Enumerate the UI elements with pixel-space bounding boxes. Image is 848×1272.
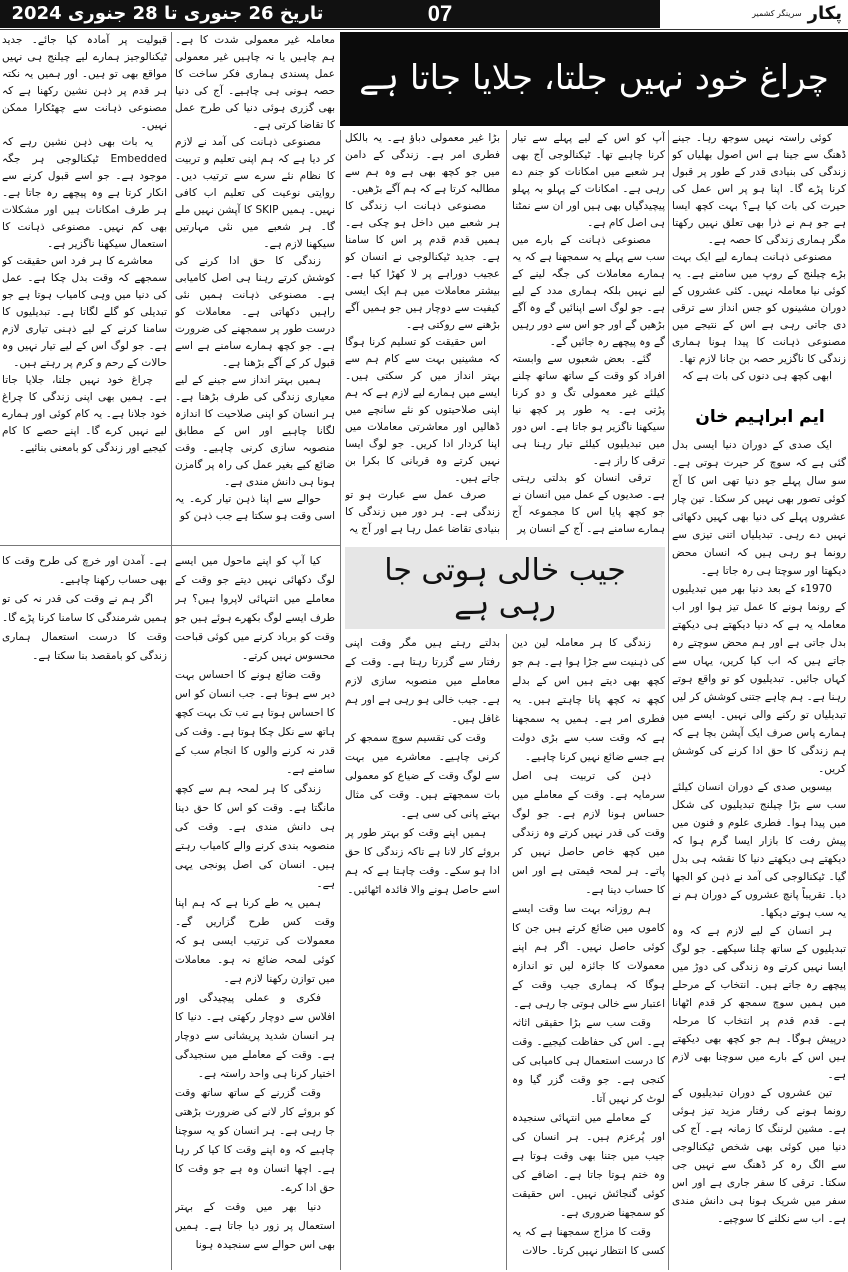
paragraph: زندگی کا ہر لمحہ ہم سے کچھ مانگتا ہے۔ وقت کو اس کا حق دینا ہی دانش مندی ہے۔ وقت کی منصوبہ بندی کرنے والے کامیاب رہتے ہیں۔ انسان کی اصل پونجی یہی ہے۔ xyxy=(175,783,335,890)
article4-column-1 xyxy=(175,552,335,1268)
paragraph: ہر انسان کے لیے لازم ہے کہ وہ تبدیلیوں کے ساتھ چلنا سیکھے۔ جو لوگ ایسا نہیں کرتے وہ زندگی کی دوڑ میں پیچھے رہ جاتے ہیں۔ انتخاب کے مرحلے میں ہمیں سوچ سمجھ کر قدم اٹھانا ہے۔ قدم قدم پر انتخاب کا مرحلہ درپیش ہوگا۔ ہم جو کچھ بھی دیکھتے ہیں اس کے بارے میں سوچنا بھی لازم ہے۔ xyxy=(672,925,846,1081)
article1-column-4 xyxy=(175,32,335,538)
article1-column-2 xyxy=(512,130,665,540)
paragraph: کے معاملے میں انتہائی سنجیدہ اور پُرعزم ہیں۔ ہر انسان کی جیب میں جتنا بھی وقت ہوتا ہے وہ ختم ہوتا جاتا ہے۔ اضافے کی کوئی گنجائش نہیں۔ اس حقیقت کو سمجھنا ضروری ہے۔ xyxy=(512,1112,665,1219)
article1-column-3 xyxy=(345,130,500,540)
paragraph: اس حقیقت کو تسلیم کرنا ہوگا کہ مشینیں بہت سے کام ہم سے بہتر انداز میں کر سکتی ہیں۔ ایسے میں ہمارے لیے لازم ہے کہ ہم اپنی صلاحیتوں کو نئے سانچے میں ڈھالیں اور معاشرتی معاملات میں اپنا کردار ادا کریں۔ جو لوگ ایسا نہیں کرتے وہ قربانی کا بکرا بن جاتے ہیں۔ xyxy=(345,336,500,484)
article1-column-1 xyxy=(672,130,846,392)
article2-column xyxy=(672,436,846,1268)
article-divider xyxy=(0,545,340,546)
paragraph-continuation: بڑا غیر معمولی دباؤ ہے۔ یہ بالکل فطری امر ہے۔ زندگی کے دامن میں جو کچھ بھی ہے وہ ہم سے مطالبہ کرتا ہے کہ ہم آگے بڑھیں۔ xyxy=(345,132,500,195)
column-divider xyxy=(506,634,507,1270)
paragraph: تین عشروں کے دوران تبدیلیوں کے رونما ہونے کی رفتار مزید تیز ہوئی ہے۔ مشین لرننگ کا زمانہ ہے۔ آج کی دنیا میں کوئی بھی شخص ٹیکنالوجی سے الگ رہ کر ڈھنگ سے نہیں جی سکتا۔ ترقی کا سفر جاری ہے اور اس سفر میں شریک ہونا ہی دانش مندی ہے۔ اب سے نکلنے کا سوچیے۔ xyxy=(672,1087,846,1225)
headline-article-1 xyxy=(340,32,848,126)
headline-article-3-text: جیب خالی ہوتی جا رہی ہے xyxy=(384,552,626,622)
page-number: 07 xyxy=(427,1,453,26)
column-divider xyxy=(506,130,507,540)
column-divider xyxy=(668,130,669,1270)
paragraph: دنیا بھر میں وقت کے بہتر استعمال پر زور دیا جاتا ہے۔ ہمیں بھی اس حوالے سے سنجیدہ ہونا xyxy=(175,1201,335,1251)
paragraph: ابھی کچھ ہی دنوں کی بات ہے کہ xyxy=(681,370,832,382)
headline-article-1-text: چراغ خود نہیں جلتا، جلایا جاتا ہے xyxy=(359,58,829,99)
paragraph: مصنوعی ذہانت اب زندگی کا ہر شعبے میں داخل ہو چکی ہے۔ ہمیں قدم قدم پر اس کا سامنا ہے۔ جدید ٹیکنالوجی نے انسان کو عجیب دوراہے پر لا کھڑا کیا ہے۔ بیشتر معاملات میں ہم ایک ایسی کیفیت سے دوچار ہیں جو ہمیں آگے بڑھنے سے روکتی ہے۔ xyxy=(345,200,500,331)
masthead xyxy=(0,0,848,28)
article3-column-2 xyxy=(345,634,500,1268)
article4-column-2 xyxy=(2,552,167,1268)
paragraph: فکری و عملی پیچیدگی اور افلاس سے دوچار رکھتی ہے۔ دنیا کا ہر انسان شدید پریشانی سے دوچار ہے۔ وقت کے معاملے میں سنجیدگی اختیار کرنا ہی واحد راستہ ہے۔ xyxy=(175,992,335,1080)
paragraph: وقت گزرنے کے ساتھ ساتھ وقت کو بروئے کار لانے کی ضرورت بڑھتی جا رہی ہے۔ ہر انسان کو یہ سوچنا چاہیے کہ وہ اپنے وقت کا کیا کر رہا ہے۔ اچھا انسان وہ ہے جو وقت کا حق ادا کرے۔ xyxy=(175,1087,335,1194)
paragraph: صرف عمل سے عبارت ہو تو زندگی ہے۔ ہر دور میں زندگی کا بنیادی تقاضا عمل رہا ہے اور آج یہ xyxy=(345,489,500,535)
column-divider xyxy=(171,32,172,1270)
logo-text: پکار xyxy=(807,3,842,24)
paragraph-continuation: بدلتے رہتے ہیں مگر وقت اپنی رفتار سے گزرتا رہتا ہے۔ وقت کے معاملے میں منصوبہ سازی لازم ہے۔ جیب خالی ہو رہی ہے اور ہم غافل ہیں۔ xyxy=(345,637,500,725)
paragraph: وقت کی تقسیم سوچ سمجھ کر کرنی چاہیے۔ معاشرے میں بہت سے لوگ وقت کے ضیاع کو معمولی بات سمجھتے ہیں۔ وقت کی مثال بہتے پانی کی سی ہے۔ xyxy=(345,732,500,820)
paragraph: مصنوعی ذہانت ہمارے لیے ایک بہت بڑے چیلنج کے روپ میں سامنے ہے۔ یہ کوئی نیا معاملہ نہیں۔ کئی عشروں کے دوران مشینوں کو جس انداز سے ترقی دی جاتی رہی ہے اس کے نتیجے میں مصنوعی ذہانت کا پیدا ہونا ہماری زندگی کا ناگزیر حصہ بن جانا لازم تھا۔ xyxy=(672,251,846,365)
paragraph: ایک صدی کے دوران دنیا ایسی بدل گئی ہے کہ سوچ کر حیرت ہوتی ہے۔ سو سال پہلے جو دنیا تھی اس کا آج کوئی تصور بھی نہیں کر سکتا۔ تین چار عشروں پہلے کی دنیا بھی کہیں دکھائی نہیں دے رہی۔ تبدیلیاں اتنی تیزی سے رونما ہو رہی ہیں کہ انسان محض دیکھتا اور سوچتا ہی رہ جاتا ہے۔ xyxy=(672,439,846,577)
issue-date: تاریخ 26 جنوری تا 28 جنوری 2024 xyxy=(0,0,335,28)
author-byline: ایم ابراہیم خان xyxy=(695,407,825,427)
article1-column-5 xyxy=(2,32,167,538)
paragraph-continuation: آپ کو اس کے لیے پہلے سے تیار کرنا چاہیے تھا۔ ٹیکنالوجی آج بھی ہر شعبے میں امکانات کو جنم دے رہی ہے۔ امکانات کے پہلو بہ پہلو پیچیدگیاں بھی ہیں اور ان سے نمٹنا ہی اصل کام ہے۔ xyxy=(512,132,665,229)
paragraph: گئے۔ بعض شعبوں سے وابستہ افراد کو وقت کے ساتھ ساتھ چلنے کیلئے غیر معمولی تگ و دو کرنا پڑتی ہے۔ یہ طور پر کچھ نیا سیکھنا ناگزیر ہو جاتا ہے۔ اس دور میں تبدیلیوں کیلئے تیار رہنا ہی ترقی کا راز ہے۔ xyxy=(512,353,665,467)
paragraph: وقت کا مزاج سمجھنا ہے کہ یہ کسی کا انتظار نہیں کرتا۔ حالات xyxy=(512,1226,665,1257)
paragraph: زندگی کا ہر معاملہ لین دین کی ذہنیت سے جڑا ہوا ہے۔ ہم جو کچھ بھی دیتے ہیں اس کے بدلے کچھ نہ کچھ پانا چاہتے ہیں۔ یہ فطری امر ہے۔ ہمیں یہ سمجھنا ہے کہ وقت سب سے بڑی دولت ہے جسے ضائع نہیں کرنا چاہیے۔ xyxy=(512,637,665,763)
paragraph: ہمیں اپنے وقت کو بہتر طور پر بروئے کار لانا ہے تاکہ زندگی کا حق ادا ہو سکے۔ وقت چاہتا ہے کہ ہم اسے حاصل ہونے والا فائدہ اٹھائیں۔ xyxy=(345,827,500,896)
paragraph-continuation: معاملہ غیر معمولی شدت کا ہے۔ ہم چاہیں یا نہ چاہیں غیر معمولی عمل پسندی ہماری فکر ساخت کا حصہ ہونی ہی چاہیے۔ آج کی دنیا بھی گزری ہوئی دنیا کی طرح عمل کا تقاضا کرتی ہے۔ xyxy=(175,34,335,131)
paragraph: اگر ہم نے وقت کی قدر نہ کی تو ہمیں شرمندگی کا سامنا کرنا پڑے گا۔ وقت کا درست استعمال ہماری زندگی کو بامقصد بنا سکتا ہے۔ xyxy=(2,593,167,662)
paragraph: معاشرے کا ہر فرد اس حقیقت کو سمجھے کہ وقت بدل چکا ہے۔ عمل کی دنیا میں وہی کامیاب ہوتا ہے جو تبدیلی کو گلے لگاتا ہے۔ تبدیلیوں کا سامنا کرنے کے لیے ذہنی تیاری لازم ہے۔ جو لوگ اس کے لیے تیار نہیں وہ حالات کے رحم و کرم پر رہتے ہیں۔ xyxy=(2,255,167,369)
headline-article-3 xyxy=(345,547,665,629)
paragraph: بیسویں صدی کے دوران انسان کیلئے سب سے بڑا چیلنج تبدیلیوں کی شکل میں پیدا ہوا۔ فطری علوم و فنون میں پیش رفت کا بازار ایسا گرم ہوا کہ دیکھتے ہی دیکھتے دنیا کا نقشہ ہی بدل گیا۔ ٹیکنالوجی کی آمد نے ذہن کو الجھا دیا۔ تقریباً پانچ عشروں کے دوران ہم نے یہ سب ہوتے دیکھا۔ xyxy=(672,781,846,919)
paragraph: کیا آپ کو اپنے ماحول میں ایسے لوگ دکھائی نہیں دیتے جو وقت کے معاملے میں انتہائی لاپروا ہیں؟ ہر طرف ایسے لوگ بکھرے ہوئے ہیں جو وقت کو برباد کرنے میں کوئی قباحت محسوس نہیں کرتے۔ xyxy=(175,555,335,662)
paragraph: یہ بات بھی ذہن نشین رہے کہ Embedded ٹیکنالوجی ہر جگہ موجود ہے۔ جو اسے قبول کرنے سے انکار کرتا ہے وہ پیچھے رہ جاتا ہے۔ ہر طرف امکانات ہیں اور مشکلات بھی کم نہیں۔ مصنوعی ذہانت کا استعمال سیکھنا ناگزیر ہے۔ xyxy=(2,136,167,250)
paragraph: ہمیں بہتر انداز سے جینے کے لیے معیاری زندگی کی طرف بڑھنا ہے۔ ہر انسان کو اپنی صلاحیت کا اندازہ لگانا چاہیے اور اس کے مطابق منصوبہ سازی کرنی چاہیے۔ وقت ضائع کیے بغیر عمل کی راہ پر گامزن ہونا ہی دانش مندی ہے۔ xyxy=(175,374,335,488)
paragraph: مصنوعی ذہانت کی آمد نے لازم کر دیا ہے کہ ہم اپنی تعلیم و تربیت کا نظام نئے سرے سے ترتیب دیں۔ روایتی نوعیت کی تعلیم اب کافی نہیں۔ ہمیں SKIP کا آپشن نہیں ملے گا۔ ہر شعبے میں نئی مہارتیں سیکھنا لازم ہے۔ xyxy=(175,136,335,250)
paragraph: ہم روزانہ بہت سا وقت ایسے کاموں میں ضائع کرتے ہیں جن کا کوئی حاصل نہیں۔ اگر ہم اپنے معمولات کا جائزہ لیں تو اندازہ ہوگا کہ ہماری جیب وقت کے اعتبار سے خالی ہوتی جا رہی ہے۔ xyxy=(512,903,665,1010)
paragraph: ذہن کی تربیت ہی اصل سرمایہ ہے۔ وقت کے معاملے میں حساس ہونا لازم ہے۔ جو لوگ وقت کی قدر نہیں کرتے وہ زندگی میں کچھ خاص حاصل نہیں کر پاتے۔ ہر لمحہ قیمتی ہے اور اس کا حساب دینا ہے۔ xyxy=(512,770,665,896)
paragraph: وقت سب سے بڑا حقیقی اثاثہ ہے۔ اس کی حفاظت کیجیے۔ وقت کا درست استعمال ہی کامیابی کی کنجی ہے۔ جو وقت گزر گیا وہ لوٹ کر نہیں آتا۔ xyxy=(512,1017,665,1105)
paragraph: ہمیں یہ طے کرنا ہے کہ ہم اپنا وقت کس طرح گزاریں گے۔ معمولات کی ترتیب ایسی ہو کہ کوئی لمحہ ضائع نہ ہو۔ معاملات میں توازن رکھنا لازم ہے۔ xyxy=(175,897,335,985)
paragraph: وقت ضائع ہونے کا احساس بہت دیر سے ہوتا ہے۔ جب انسان کو اس کا احساس ہوتا ہے تب تک بہت کچھ ہاتھ سے نکل چکا ہوتا ہے۔ وقت کی قدر نہ کرنے والوں کا انجام سب کے سامنے ہے۔ xyxy=(175,669,335,776)
paragraph: کوئی راستہ نہیں سوجھ رہا۔ جینے ڈھنگ سے جینا ہے اس اصول بھلیاں کو زندگی کی بنیادی قدر کے طور پر قبول کرنا پڑے گا۔ اپنا ہو پر اس عمل کی حیرت کی بات کیا ہے؟ بہت کچھ ایسا ہے جو ہم نے ذرا بھی تعلق نہیں رکھتا مگر ہماری زندگی کا حصہ ہے۔ xyxy=(672,132,846,246)
paragraph: حوالے سے اپنا ذہن تیار کرے۔ یہ اسی وقت ہو سکتا ہے جب ذہن کو xyxy=(175,493,335,522)
paragraph-continuation: ہے۔ آمدن اور خرچ کی طرح وقت کا بھی حساب رکھنا چاہیے۔ xyxy=(2,555,167,586)
divider xyxy=(0,29,848,30)
paragraph: 1970ء کے بعد دنیا بھر میں تبدیلیوں کے رونما ہونے کا عمل تیز ہوا اور اب معاملہ یہ ہے کہ دنیا دیکھتے ہی دیکھتے بدل جاتی ہے اور ہم محض سوچتے رہ جاتے ہیں کہ اب کیا کریں، یہاں سے کہاں جائیں۔ تبدیلیوں کو تو واقع ہوتے رہنا ہے۔ ہم چاہے جتنی کوشش کر لیں تبدیلیاں تو رکنے والی نہیں۔ ایسے میں ہمارے پاس صرف ایک آپشن بچا ہے کہ ہم زندگی کا حق ادا کرنے کی کوشش کریں۔ xyxy=(672,583,846,775)
paragraph-continuation: قبولیت پر آمادہ کیا جائے۔ جدید ٹیکنالوجیز ہمارے لیے چیلنج ہی نہیں مواقع بھی تو ہیں۔ اور ہمیں یہ نکتہ ہر قدم پر ذہن نشین رکھنا ہے کہ مصنوعی ذہانت سے چھٹکارا ممکن نہیں۔ xyxy=(2,34,167,131)
column-divider xyxy=(340,130,341,1270)
logo-subtitle: سرینگر کشمیر xyxy=(752,9,802,18)
paragraph: مصنوعی ذہانت کے بارے میں سب سے پہلے یہ سمجھنا ہے کہ یہ ہمارے معاملات کی جگہ لینے کے لیے نہیں بلکہ ہماری مدد کے لیے ہے۔ جو لوگ اسے اپنائیں گے وہ آگے بڑھیں گے اور جو اس سے دور رہیں گے وہ پیچھے رہ جائیں گے۔ xyxy=(512,234,665,348)
paragraph: زندگی کا حق ادا کرنے کی کوشش کرتے رہنا ہی اصل کامیابی ہے۔ مصنوعی ذہانت ہمیں نئی راہیں دکھاتی ہے۔ معاملات کو درست طور پر سمجھنے کی ضرورت ہے۔ جو کچھ ہمارے سامنے ہے اسے قبول کر کے آگے بڑھنا ہے۔ xyxy=(175,255,335,369)
paragraph: ترقی انسان کو بدلتی رہتی ہے۔ صدیوں کے عمل میں انسان نے جو کچھ پایا اس کا مجموعہ آج ہمارے سامنے ہے۔ آج کے انسان پر xyxy=(512,472,665,535)
masthead-bar xyxy=(335,0,660,28)
article3-column-1 xyxy=(512,634,665,1268)
newspaper-logo xyxy=(670,2,842,26)
paragraph: چراغ خود نہیں جلتا، جلایا جاتا ہے۔ ہمیں بھی اپنی زندگی کا چراغ خود جلانا ہے۔ یہ کام کوئی اور ہمارے لیے نہیں کرے گا۔ اپنے حصے کا کام کیجیے اور زندگی کو بامعنی بنائیے۔ xyxy=(2,374,167,454)
